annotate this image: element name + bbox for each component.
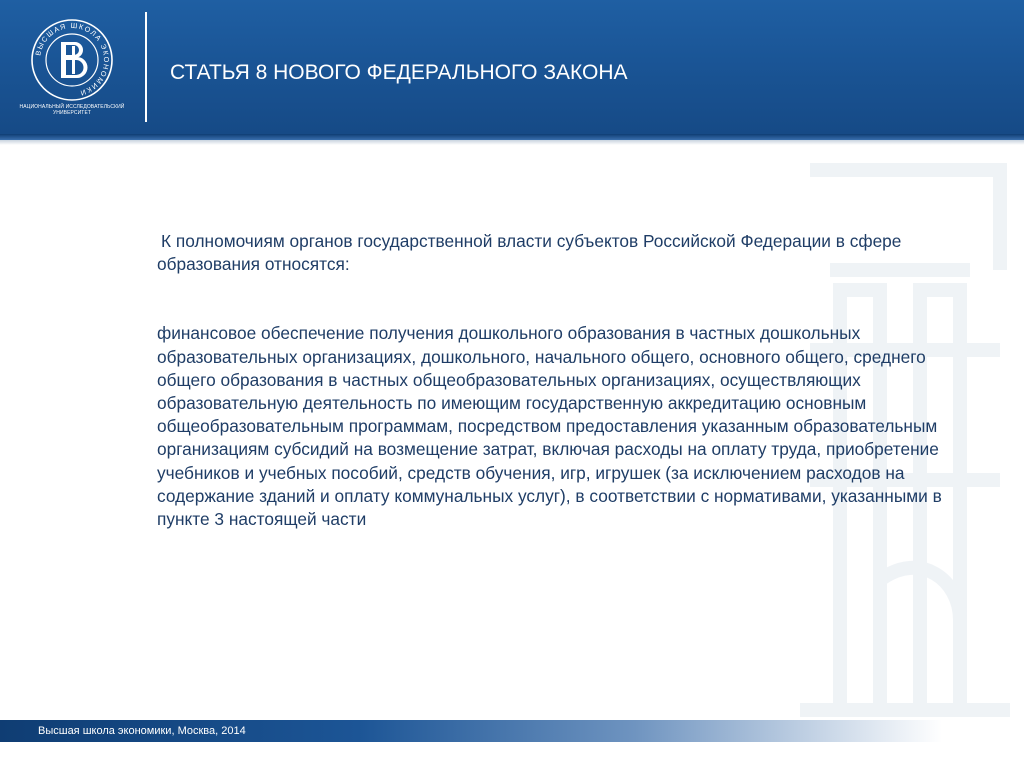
intro-paragraph: К полномочиям органов государственной власти субъектов Российской Федерации в сфере образования относятся:	[157, 231, 902, 275]
footer-text: Высшая школа экономики, Москва, 2014	[38, 725, 246, 737]
footer-bar	[0, 720, 1024, 742]
logo-ring-text: ВЫСШАЯ ШКОЛА ЭКОНОМИКИ	[33, 20, 112, 99]
hse-seal-icon	[22, 16, 122, 104]
header-divider	[145, 12, 147, 122]
slide-title: СТАТЬЯ 8 НОВОГО ФЕДЕРАЛЬНОГО ЗАКОНА	[170, 61, 628, 84]
body-paragraph: финансовое обеспечение получения дошкольного образования в частных дошкольных образовательных организациях, дошкольного, начального общего, основного общего, среднего общего образования в частных общеобразовательных организациях, осуществляющих образовательную деятельность по имеющим государственную аккредитацию основным общеобразовательным программам, посредством предоставления указанным образовательным организациям субсидий на возмещение затрат, включая расходы на оплату труда, приобретение учебников и учебных пособий, средств обучения, игр, игрушек (за исключением расходов на содержание зданий и оплату коммунальных услуг), в соответствии с нормативами, указанными в пункте 3 настоящей части	[157, 323, 942, 530]
university-name	[18, 104, 126, 116]
university-name-line1: НАЦИОНАЛЬНЫЙ ИССЛЕДОВАТЕЛЬСКИЙ	[19, 104, 125, 110]
slide-content	[157, 230, 957, 531]
university-name-line2: УНИВЕРСИТЕТ	[52, 110, 92, 116]
header-shadow	[0, 140, 1024, 145]
